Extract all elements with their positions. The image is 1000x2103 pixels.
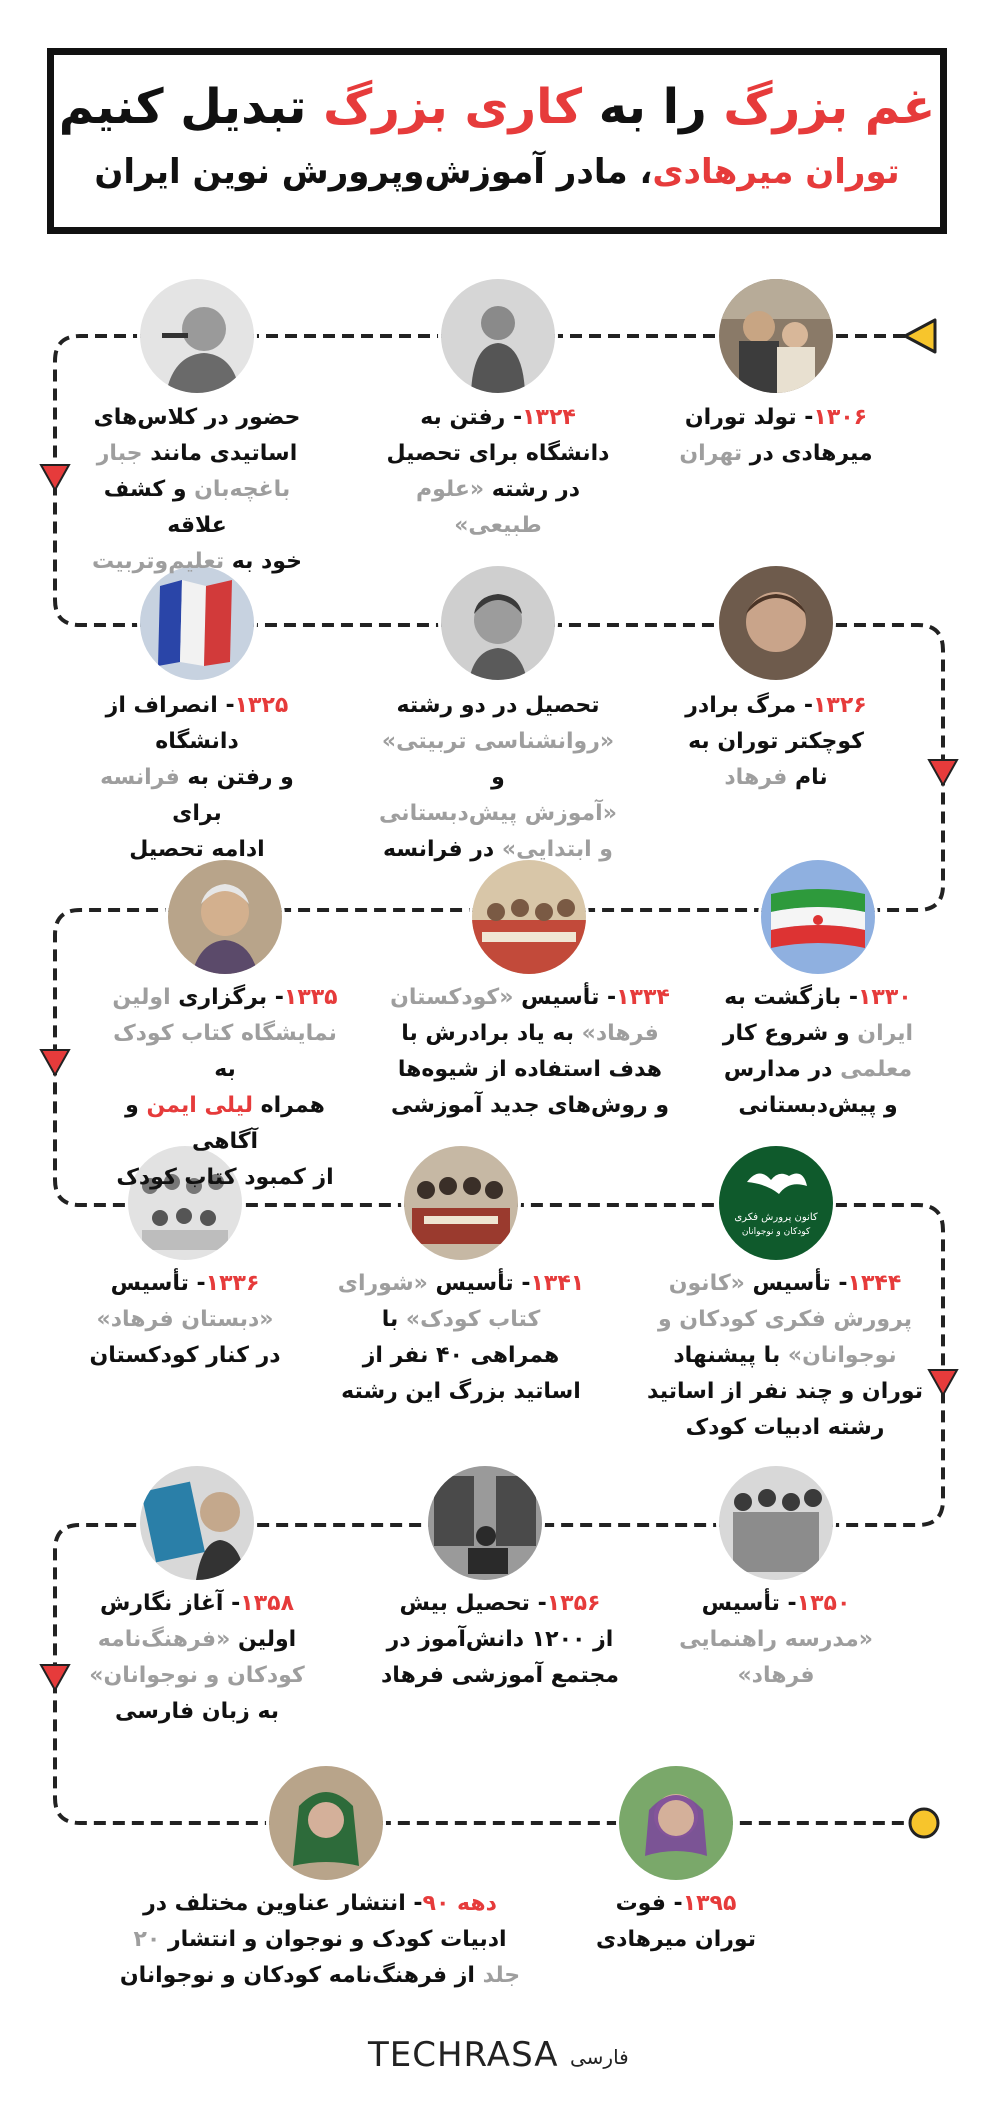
event-text-fragment: ۱۳۴۱ (530, 1271, 585, 1296)
event-text-fragment: ۱۳۳۵ (283, 985, 338, 1010)
event-1330-return (693, 980, 943, 1124)
event-text-fragment: باغچه‌بان (194, 477, 291, 502)
event-text-fragment: «دبستان فرهاد» (96, 1307, 274, 1332)
photo-kanoon-logo (719, 1146, 833, 1260)
event-text-fragment: تعلیم‌وتربیت (92, 549, 225, 574)
photo-young-woman (441, 566, 555, 680)
event-1336-primary-school (60, 1266, 310, 1374)
event-text-fragment: «شورای (337, 1271, 428, 1296)
event-text-fragment: ایران (857, 1021, 914, 1046)
event-text-fragment: جلد (482, 1963, 521, 1988)
photo-library (428, 1466, 542, 1580)
photo-turan-portrait (269, 1766, 383, 1880)
event-text-fragment: با پیشنهاد (673, 1343, 788, 1368)
event-text-fragment: از ۱۲۰۰ دانش‌آموز در (386, 1627, 614, 1652)
event-text-fragment: «کودکستان (390, 985, 514, 1010)
subtitle-part: ، مادر آموزش‌وپرورش نوین ایران (94, 152, 653, 192)
event-text-fragment: - تحصیل بیش (399, 1591, 547, 1616)
event-text-fragment: ۱۳۰۶ (813, 405, 868, 430)
event-text-fragment: تهران (679, 441, 743, 466)
event-text-fragment: و رفتن به (179, 765, 294, 790)
event-text-fragment: «آموزش پیش‌دبستانی (379, 801, 617, 826)
event-text-fragment: ۱۳۵۶ (546, 1591, 601, 1616)
event-1395-death (551, 1886, 801, 1958)
subtitle-part: توران میرهادی (652, 152, 900, 192)
event-text-fragment: دهه ۹۰ (422, 1891, 497, 1916)
event-text-fragment: پرورش فکری کودکان و (657, 1307, 913, 1332)
direction-arrow (41, 465, 69, 490)
event-text-fragment: «فرهنگ‌نامه (97, 1627, 231, 1652)
event-text-fragment: لیلی ایمن (146, 1093, 253, 1118)
event-text-fragment: - انصراف از دانشگاه (105, 693, 239, 754)
event-text-fragment: «روانشناسی تربیتی» (381, 729, 615, 754)
event-1326-brother-death (651, 688, 901, 796)
event-text-fragment: و کشف علاقه (103, 477, 227, 538)
event-1325-move-france (72, 688, 322, 868)
event-classes-attendance (72, 400, 322, 580)
event-1306-birth (651, 400, 901, 472)
event-text-fragment: به (214, 1057, 236, 1082)
event-1350-middle-school (651, 1586, 901, 1694)
direction-arrow (929, 760, 957, 785)
photo-iran-flag (761, 860, 875, 974)
event-text-fragment: مجتمع آموزشی فرهاد (381, 1663, 619, 1688)
event-text-fragment: ۱۳۳۴ (616, 985, 670, 1010)
event-text-fragment: ۱۳۵۸ (240, 1591, 294, 1616)
event-text-fragment: در فرانسه (382, 837, 502, 862)
title-part: را به (582, 79, 724, 135)
event-text-fragment: نمایشگاه کتاب کودک (113, 1021, 337, 1046)
event-text-fragment: - تأسیس (701, 1591, 797, 1616)
event-text-fragment: اساتیدی مانند (142, 441, 298, 466)
event-text-fragment: اولین (112, 985, 171, 1010)
event-text-fragment: و روش‌های جدید آموزشی (390, 1093, 670, 1118)
event-text-fragment: در رشته (484, 477, 581, 502)
event-text-fragment: «کانون (668, 1271, 745, 1296)
photo-france-flag (140, 566, 254, 680)
photo-turan-late (619, 1766, 733, 1880)
event-1390s-publications (110, 1886, 530, 1994)
photo-middle-school (719, 1466, 833, 1580)
event-text-fragment: ادامه تحصیل (129, 837, 265, 862)
event-study-france (373, 688, 623, 868)
photo-encyclopedia (140, 1466, 254, 1580)
event-text-fragment: - بازگشت به (724, 985, 858, 1010)
event-text-fragment: ۱۳۲۶ (813, 693, 867, 718)
event-text-fragment: - مرگ برادر (685, 693, 813, 718)
title-part: کاری بزرگ (323, 79, 583, 135)
event-text-fragment: و پیش‌دبستانی (738, 1093, 898, 1118)
event-text-fragment: اساتید بزرگ این رشته (341, 1379, 581, 1404)
event-text-fragment: ادبیات کودک و نوجوان و انتشار (160, 1927, 507, 1952)
event-text-fragment: و آگاهی (125, 1093, 259, 1154)
event-text-fragment: ۱۳۲۴ (522, 405, 576, 430)
event-1334-kindergarten (390, 980, 670, 1124)
event-text-fragment: نام (787, 765, 828, 790)
event-text-fragment: از فرهنگ‌نامه کودکان و نوجوانان (119, 1963, 483, 1988)
event-text-fragment: فرهاد» (581, 1021, 659, 1046)
event-text-fragment: - برگزاری (170, 985, 284, 1010)
event-text-fragment: با (381, 1307, 406, 1332)
event-text-fragment: ۱۳۴۴ (847, 1271, 902, 1296)
event-text-fragment: کتاب کودک» (405, 1307, 541, 1332)
event-text-fragment: از کمبود کتاب کودک (116, 1165, 334, 1190)
event-text-fragment: «مدرسه راهنمایی (679, 1627, 873, 1652)
event-text-fragment: جبار (96, 441, 143, 466)
direction-arrow (41, 1050, 69, 1075)
event-1356-students (350, 1586, 650, 1694)
direction-arrow (41, 1665, 69, 1690)
event-text-fragment: فرانسه (100, 765, 180, 790)
event-text-fragment: به یاد برادرش با (401, 1021, 582, 1046)
event-text-fragment: دانشگاه برای تحصیل (386, 441, 610, 466)
event-text-fragment: «علوم طبیعی» (415, 477, 542, 538)
photo-boy (719, 566, 833, 680)
photo-elderly-woman (168, 860, 282, 974)
event-text-fragment: ۲۰ (133, 1927, 161, 1952)
photo-old-man (140, 279, 254, 393)
event-text-fragment: - انتشار عناوین مختلف در (143, 1891, 423, 1916)
event-1358-encyclopedia (72, 1586, 322, 1730)
event-text-fragment: در کنار کودکستان (89, 1343, 281, 1368)
event-text-fragment: تحصیل در دو رشته (396, 693, 600, 718)
techrasa-logo[interactable] (368, 2035, 648, 2075)
event-1324-university (373, 400, 623, 544)
event-text-fragment: خود به (224, 549, 302, 574)
event-text-fragment: به زبان فارسی (114, 1699, 280, 1724)
event-text-fragment: توران و چند نفر از اساتید (647, 1379, 923, 1404)
event-text-fragment: همراه (252, 1093, 325, 1118)
end-marker (910, 1809, 938, 1837)
event-text-fragment: توران میرهادی (596, 1927, 756, 1952)
event-text-fragment: - تأسیس (513, 985, 617, 1010)
event-1344-kanoon (640, 1266, 930, 1446)
event-text-fragment: - تأسیس (427, 1271, 531, 1296)
direction-arrow (929, 1370, 957, 1395)
event-text-fragment: ۱۳۲۵ (234, 693, 289, 718)
logo-lang: فارسی (570, 2045, 629, 2069)
event-text-fragment: و شروع کار (722, 1021, 858, 1046)
event-text-fragment: - فوت (615, 1891, 683, 1916)
event-1335-book-fair (100, 980, 350, 1196)
title-part: تبدیل کنیم (58, 79, 324, 135)
event-text-fragment: ۱۳۳۰ (858, 985, 912, 1010)
event-text-fragment: کوچکتر توران به (688, 729, 864, 754)
event-text-fragment: کودکان و نوجوانان» (89, 1663, 305, 1688)
event-text-fragment: و (491, 765, 505, 790)
event-text-fragment: نوجوانان» (787, 1343, 897, 1368)
start-marker (905, 320, 935, 352)
photo-kindergarten (472, 860, 586, 974)
event-text-fragment: - رفتن به (420, 405, 523, 430)
event-text-fragment: همراهی ۴۰ نفر از (362, 1343, 560, 1368)
title-part: غم بزرگ (723, 79, 936, 135)
photo-childhood (719, 279, 833, 393)
event-text-fragment: در مدارس (723, 1057, 841, 1082)
kanoon-logo-text: کودکان و نوجوانان (741, 1227, 811, 1237)
event-text-fragment: ۱۳۵۰ (796, 1591, 851, 1616)
event-text-fragment: حضور در کلاس‌های (93, 405, 301, 430)
event-text-fragment: فرهاد (724, 765, 788, 790)
event-1341-council (336, 1266, 586, 1410)
event-text-fragment: اولین (230, 1627, 297, 1652)
photo-council-meeting (404, 1146, 518, 1260)
logo-brand: TECHRASA (368, 2035, 559, 2075)
event-text-fragment: رشته ادبیات کودک (685, 1415, 885, 1440)
photo-young-man (441, 279, 555, 393)
event-text-fragment: - تولد توران (684, 405, 814, 430)
event-text-fragment: برای (172, 801, 222, 826)
kanoon-logo-text: کانون پرورش فکری (734, 1212, 818, 1223)
event-text-fragment: ۱۳۹۵ (682, 1891, 737, 1916)
event-text-fragment: هدف استفاده از شیوه‌ها (397, 1057, 663, 1082)
event-text-fragment: معلمی (840, 1057, 913, 1082)
event-text-fragment: - تأسیس (110, 1271, 206, 1296)
event-text-fragment: ۱۳۳۶ (205, 1271, 260, 1296)
event-text-fragment: و ابتدایی» (501, 837, 613, 862)
event-text-fragment: - آغاز نگارش (99, 1591, 241, 1616)
event-text-fragment: - تأسیس (744, 1271, 848, 1296)
event-text-fragment: فرهاد» (737, 1663, 815, 1688)
event-text-fragment: میرهادی در (742, 441, 873, 466)
